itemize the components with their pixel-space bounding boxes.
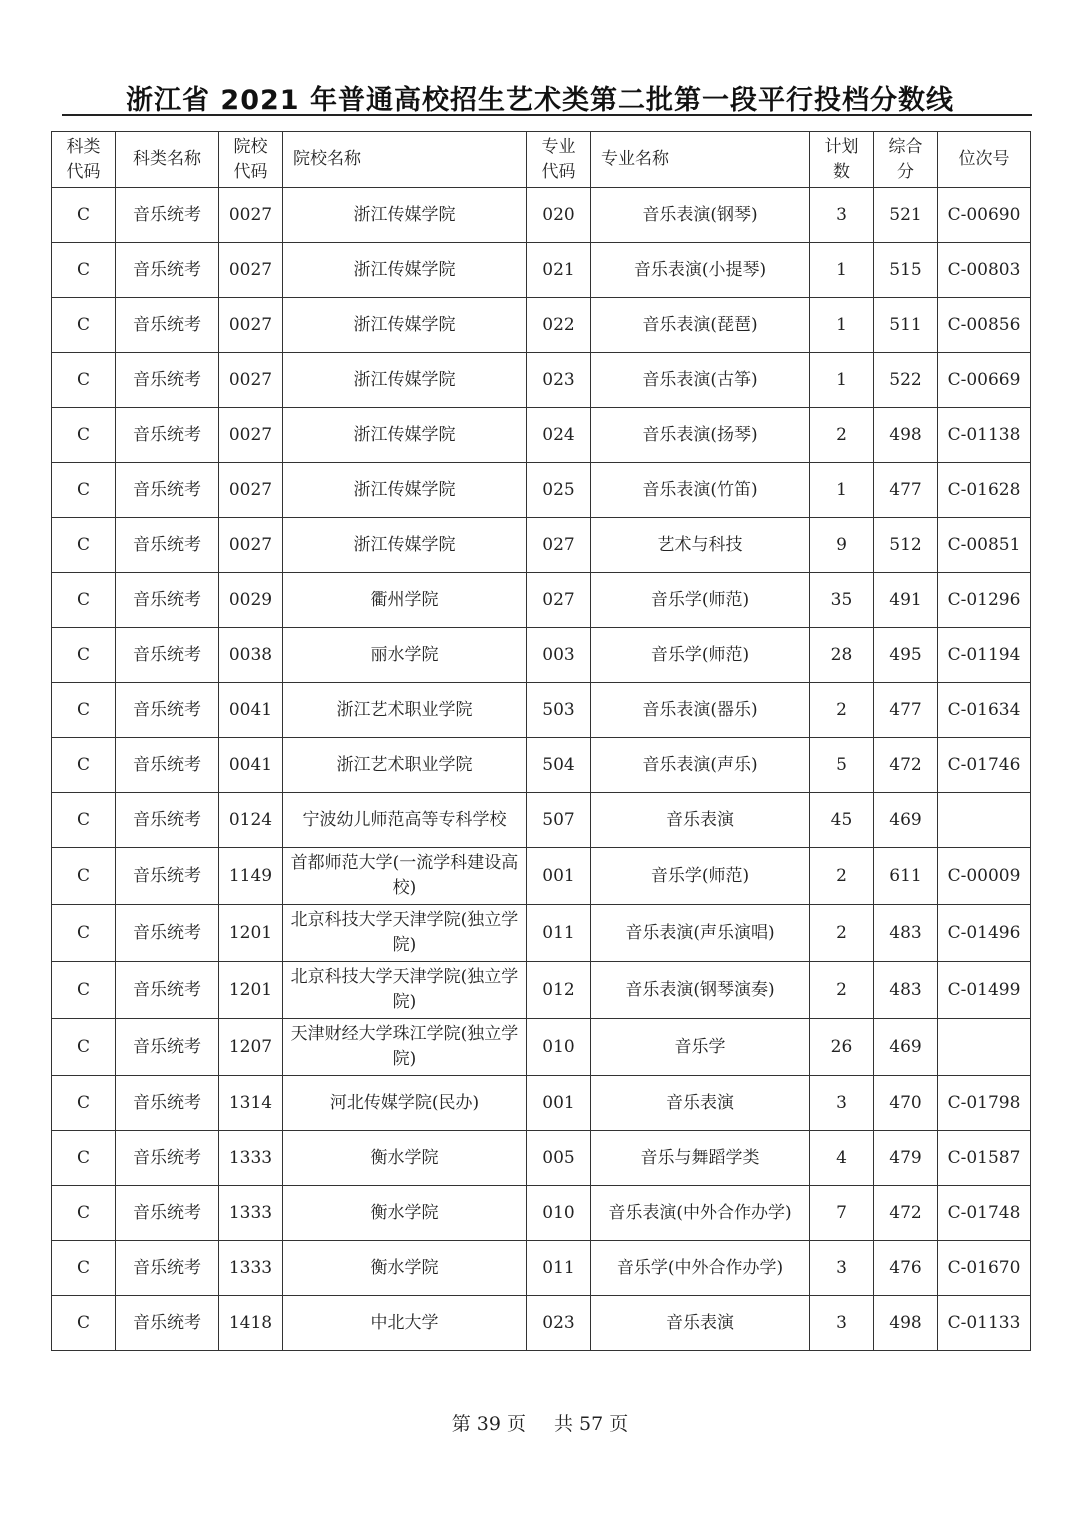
major-name-cell: 音乐学(中外合作办学) [591, 1241, 810, 1296]
rank-cell: C-01670 [938, 1241, 1031, 1296]
rank-cell: C-01746 [938, 738, 1031, 793]
table-body [52, 188, 1031, 1351]
plan-cell: 1 [810, 298, 874, 353]
rank-cell: C-00009 [938, 848, 1031, 905]
major-name-cell: 音乐表演(中外合作办学) [591, 1186, 810, 1241]
plan-cell: 2 [810, 683, 874, 738]
major-name-cell: 音乐表演 [591, 1076, 810, 1131]
rank-cell: C-01587 [938, 1131, 1031, 1186]
plan-cell: 9 [810, 518, 874, 573]
rank-cell: C-01496 [938, 905, 1031, 962]
table-row [52, 1241, 1031, 1296]
major-code-cell: 010 [527, 1186, 591, 1241]
school-code-cell: 1418 [219, 1296, 283, 1351]
plan-cell: 2 [810, 905, 874, 962]
table-row [52, 298, 1031, 353]
major-code-cell: 021 [527, 243, 591, 298]
category-name-cell: 音乐统考 [116, 1241, 219, 1296]
category-code-cell: C [52, 962, 116, 1019]
rank-cell: C-00851 [938, 518, 1031, 573]
category-name-cell: 音乐统考 [116, 738, 219, 793]
rank-cell: C-00669 [938, 353, 1031, 408]
category-code-cell: C [52, 408, 116, 463]
score-cell: 472 [874, 1186, 938, 1241]
category-code-cell: C [52, 518, 116, 573]
rank-cell: C-01499 [938, 962, 1031, 1019]
major-code-cell: 023 [527, 353, 591, 408]
school-name-cell: 衡水学院 [283, 1186, 527, 1241]
plan-cell: 2 [810, 962, 874, 1019]
school-name-cell: 浙江传媒学院 [283, 353, 527, 408]
major-code-cell: 005 [527, 1131, 591, 1186]
score-cell: 470 [874, 1076, 938, 1131]
plan-cell: 3 [810, 1076, 874, 1131]
table-row [52, 518, 1031, 573]
major-name-cell: 音乐表演(声乐) [591, 738, 810, 793]
plan-cell: 1 [810, 243, 874, 298]
score-cell: 512 [874, 518, 938, 573]
category-code-cell: C [52, 298, 116, 353]
major-name-cell: 音乐与舞蹈学类 [591, 1131, 810, 1186]
category-name-cell: 音乐统考 [116, 463, 219, 518]
school-name-cell: 浙江传媒学院 [283, 188, 527, 243]
score-cell: 521 [874, 188, 938, 243]
table-row [52, 962, 1031, 1019]
header-category-name: 科类名称 [116, 132, 219, 188]
major-name-cell: 音乐表演(小提琴) [591, 243, 810, 298]
major-name-cell: 音乐表演 [591, 793, 810, 848]
header-school-name: 院校名称 [283, 132, 527, 188]
major-code-cell: 027 [527, 573, 591, 628]
major-code-cell: 022 [527, 298, 591, 353]
school-name-cell: 衡水学院 [283, 1241, 527, 1296]
school-code-cell: 1201 [219, 905, 283, 962]
school-name-cell: 衡水学院 [283, 1131, 527, 1186]
category-name-cell: 音乐统考 [116, 962, 219, 1019]
school-name-cell: 浙江艺术职业学院 [283, 738, 527, 793]
major-name-cell: 音乐学(师范) [591, 573, 810, 628]
score-cell: 469 [874, 1019, 938, 1076]
major-code-cell: 020 [527, 188, 591, 243]
score-cell: 498 [874, 408, 938, 463]
table-row [52, 1131, 1031, 1186]
school-name-cell: 丽水学院 [283, 628, 527, 683]
school-code-cell: 0027 [219, 188, 283, 243]
category-name-cell: 音乐统考 [116, 628, 219, 683]
major-name-cell: 音乐表演(钢琴演奏) [591, 962, 810, 1019]
table-row [52, 243, 1031, 298]
plan-cell: 26 [810, 1019, 874, 1076]
major-name-cell: 音乐表演(古筝) [591, 353, 810, 408]
plan-cell: 1 [810, 353, 874, 408]
major-code-cell: 027 [527, 518, 591, 573]
school-name-cell: 宁波幼儿师范高等专科学校 [283, 793, 527, 848]
category-code-cell: C [52, 463, 116, 518]
major-name-cell: 音乐表演(器乐) [591, 683, 810, 738]
major-code-cell: 507 [527, 793, 591, 848]
score-cell: 495 [874, 628, 938, 683]
plan-cell: 2 [810, 848, 874, 905]
rank-cell: C-00856 [938, 298, 1031, 353]
category-name-cell: 音乐统考 [116, 353, 219, 408]
score-cell: 479 [874, 1131, 938, 1186]
page-total: 共 57 页 [554, 1413, 629, 1435]
school-code-cell: 0027 [219, 353, 283, 408]
school-code-cell: 1333 [219, 1186, 283, 1241]
category-code-cell: C [52, 573, 116, 628]
score-cell: 469 [874, 793, 938, 848]
major-name-cell: 音乐学(师范) [591, 628, 810, 683]
table-row [52, 683, 1031, 738]
header-major-code: 专业 代码 [527, 132, 591, 188]
category-code-cell: C [52, 1131, 116, 1186]
major-code-cell: 011 [527, 1241, 591, 1296]
category-name-cell: 音乐统考 [116, 905, 219, 962]
school-code-cell: 0027 [219, 243, 283, 298]
major-name-cell: 音乐表演(钢琴) [591, 188, 810, 243]
school-code-cell: 0027 [219, 298, 283, 353]
score-cell: 483 [874, 905, 938, 962]
major-code-cell: 024 [527, 408, 591, 463]
plan-cell: 3 [810, 1241, 874, 1296]
category-name-cell: 音乐统考 [116, 408, 219, 463]
major-code-cell: 011 [527, 905, 591, 962]
rank-cell: C-01138 [938, 408, 1031, 463]
major-name-cell: 音乐表演(扬琴) [591, 408, 810, 463]
school-code-cell: 0027 [219, 463, 283, 518]
category-name-cell: 音乐统考 [116, 1076, 219, 1131]
score-cell: 472 [874, 738, 938, 793]
score-cell: 483 [874, 962, 938, 1019]
school-code-cell: 0124 [219, 793, 283, 848]
school-name-cell: 中北大学 [283, 1296, 527, 1351]
plan-cell: 2 [810, 408, 874, 463]
major-code-cell: 023 [527, 1296, 591, 1351]
school-name-cell: 天津财经大学珠江学院(独立学院) [283, 1019, 527, 1076]
plan-cell: 35 [810, 573, 874, 628]
school-name-cell: 首都师范大学(一流学科建设高校) [283, 848, 527, 905]
plan-cell: 4 [810, 1131, 874, 1186]
rank-cell: C-01296 [938, 573, 1031, 628]
school-code-cell: 0027 [219, 408, 283, 463]
category-name-cell: 音乐统考 [116, 1019, 219, 1076]
plan-cell: 7 [810, 1186, 874, 1241]
score-cell: 611 [874, 848, 938, 905]
category-code-cell: C [52, 628, 116, 683]
header-school-code: 院校 代码 [219, 132, 283, 188]
school-name-cell: 北京科技大学天津学院(独立学院) [283, 905, 527, 962]
major-name-cell: 音乐表演 [591, 1296, 810, 1351]
page-footer [0, 1409, 1080, 1436]
table-row [52, 1296, 1031, 1351]
plan-cell: 28 [810, 628, 874, 683]
plan-cell: 3 [810, 188, 874, 243]
school-code-cell: 1207 [219, 1019, 283, 1076]
rank-cell: C-00803 [938, 243, 1031, 298]
score-cell: 476 [874, 1241, 938, 1296]
category-code-cell: C [52, 353, 116, 408]
table-row [52, 463, 1031, 518]
score-cell: 491 [874, 573, 938, 628]
major-code-cell: 012 [527, 962, 591, 1019]
plan-cell: 1 [810, 463, 874, 518]
table-header-row [52, 132, 1031, 188]
major-code-cell: 001 [527, 848, 591, 905]
admission-score-table [51, 131, 1031, 1351]
table-row [52, 793, 1031, 848]
category-code-cell: C [52, 1186, 116, 1241]
plan-cell: 5 [810, 738, 874, 793]
score-cell: 498 [874, 1296, 938, 1351]
title-rule [62, 114, 1032, 116]
table-row [52, 1076, 1031, 1131]
school-code-cell: 0041 [219, 683, 283, 738]
category-name-cell: 音乐统考 [116, 518, 219, 573]
category-name-cell: 音乐统考 [116, 573, 219, 628]
table-row [52, 353, 1031, 408]
major-code-cell: 003 [527, 628, 591, 683]
rank-cell: C-01133 [938, 1296, 1031, 1351]
major-name-cell: 音乐表演(竹笛) [591, 463, 810, 518]
table-row [52, 848, 1031, 905]
rank-cell: C-01194 [938, 628, 1031, 683]
category-name-cell: 音乐统考 [116, 243, 219, 298]
category-code-cell: C [52, 793, 116, 848]
category-code-cell: C [52, 1241, 116, 1296]
header-major-name: 专业名称 [591, 132, 810, 188]
table-row [52, 628, 1031, 683]
category-name-cell: 音乐统考 [116, 683, 219, 738]
rank-cell: C-01628 [938, 463, 1031, 518]
school-code-cell: 1333 [219, 1241, 283, 1296]
table-row [52, 738, 1031, 793]
school-name-cell: 浙江传媒学院 [283, 298, 527, 353]
score-cell: 477 [874, 683, 938, 738]
category-code-cell: C [52, 1019, 116, 1076]
category-name-cell: 音乐统考 [116, 1131, 219, 1186]
school-name-cell: 北京科技大学天津学院(独立学院) [283, 962, 527, 1019]
score-cell: 511 [874, 298, 938, 353]
school-code-cell: 1149 [219, 848, 283, 905]
page-number: 第 39 页 [451, 1413, 526, 1435]
school-name-cell: 浙江传媒学院 [283, 408, 527, 463]
school-name-cell: 衢州学院 [283, 573, 527, 628]
rank-cell: C-01748 [938, 1186, 1031, 1241]
table-row [52, 1019, 1031, 1076]
school-code-cell: 0027 [219, 518, 283, 573]
header-category-code: 科类 代码 [52, 132, 116, 188]
table-row [52, 188, 1031, 243]
header-rank: 位次号 [938, 132, 1031, 188]
score-cell: 515 [874, 243, 938, 298]
school-name-cell: 河北传媒学院(民办) [283, 1076, 527, 1131]
major-code-cell: 504 [527, 738, 591, 793]
score-cell: 522 [874, 353, 938, 408]
major-name-cell: 音乐学 [591, 1019, 810, 1076]
category-name-cell: 音乐统考 [116, 298, 219, 353]
major-name-cell: 音乐表演(声乐演唱) [591, 905, 810, 962]
school-name-cell: 浙江艺术职业学院 [283, 683, 527, 738]
school-name-cell: 浙江传媒学院 [283, 518, 527, 573]
header-plan: 计划 数 [810, 132, 874, 188]
header-score: 综合 分 [874, 132, 938, 188]
rank-cell: C-00690 [938, 188, 1031, 243]
category-name-cell: 音乐统考 [116, 848, 219, 905]
major-name-cell: 艺术与科技 [591, 518, 810, 573]
major-name-cell: 音乐表演(琵琶) [591, 298, 810, 353]
score-cell: 477 [874, 463, 938, 518]
rank-cell: C-01634 [938, 683, 1031, 738]
category-code-cell: C [52, 738, 116, 793]
category-code-cell: C [52, 683, 116, 738]
table-row [52, 408, 1031, 463]
plan-cell: 3 [810, 1296, 874, 1351]
plan-cell: 45 [810, 793, 874, 848]
major-name-cell: 音乐学(师范) [591, 848, 810, 905]
school-code-cell: 1333 [219, 1131, 283, 1186]
major-code-cell: 025 [527, 463, 591, 518]
table-row [52, 905, 1031, 962]
category-name-cell: 音乐统考 [116, 188, 219, 243]
rank-cell [938, 793, 1031, 848]
category-code-cell: C [52, 243, 116, 298]
school-name-cell: 浙江传媒学院 [283, 463, 527, 518]
major-code-cell: 010 [527, 1019, 591, 1076]
major-code-cell: 001 [527, 1076, 591, 1131]
school-name-cell: 浙江传媒学院 [283, 243, 527, 298]
category-name-cell: 音乐统考 [116, 1186, 219, 1241]
rank-cell [938, 1019, 1031, 1076]
page-title: 浙江省 2021 年普通高校招生艺术类第二批第一段平行投档分数线 [126, 85, 954, 116]
table-row [52, 573, 1031, 628]
table-row [52, 1186, 1031, 1241]
school-code-cell: 1201 [219, 962, 283, 1019]
category-code-cell: C [52, 848, 116, 905]
category-code-cell: C [52, 188, 116, 243]
school-code-cell: 0038 [219, 628, 283, 683]
rank-cell: C-01798 [938, 1076, 1031, 1131]
school-code-cell: 0041 [219, 738, 283, 793]
major-code-cell: 503 [527, 683, 591, 738]
school-code-cell: 1314 [219, 1076, 283, 1131]
category-name-cell: 音乐统考 [116, 793, 219, 848]
category-code-cell: C [52, 1296, 116, 1351]
category-name-cell: 音乐统考 [116, 1296, 219, 1351]
category-code-cell: C [52, 1076, 116, 1131]
school-code-cell: 0029 [219, 573, 283, 628]
category-code-cell: C [52, 905, 116, 962]
